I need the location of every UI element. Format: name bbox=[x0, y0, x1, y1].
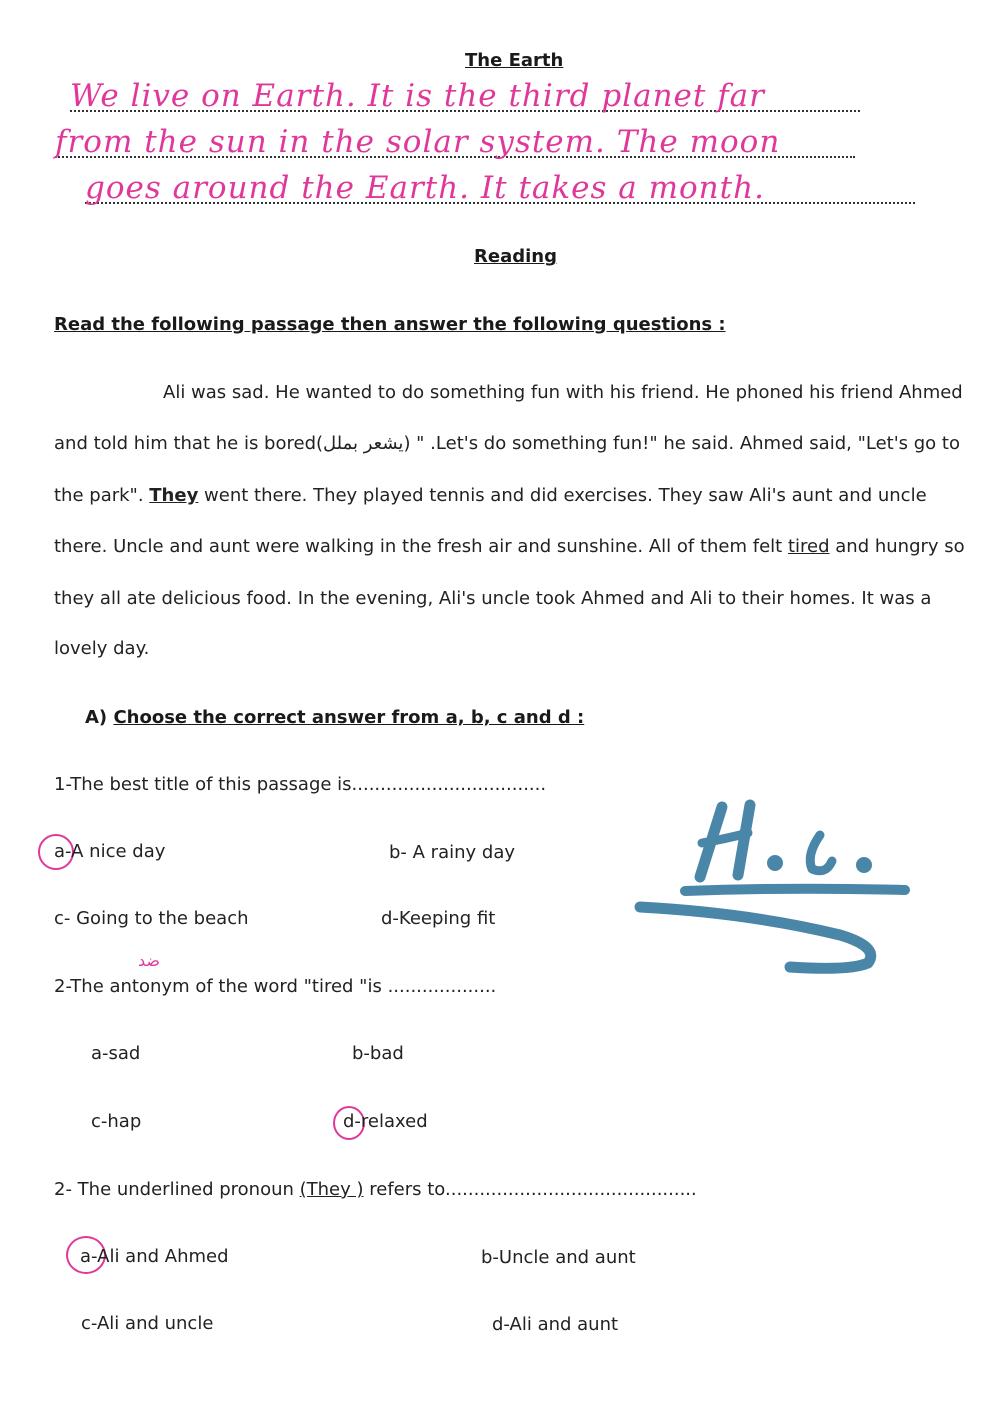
handwritten-line-3: goes around the Earth. It takes a month. bbox=[85, 170, 765, 206]
passage-line-2: and told him that he is bored(يشعر بملل) " .Let's do something fun!" he said. Ahmed said, "Let's go to bbox=[54, 433, 960, 454]
section-a-title: Choose the correct answer from a, b, c and d : bbox=[113, 707, 585, 728]
q2-option-d[interactable]: d-relaxed bbox=[343, 1111, 428, 1132]
question-3-start: 2- The underlined pronoun bbox=[54, 1179, 300, 1200]
q1-option-d[interactable]: d-Keeping fit bbox=[381, 908, 496, 929]
q3-option-c[interactable]: c-Ali and uncle bbox=[81, 1313, 214, 1334]
underlined-tired: tired bbox=[787, 536, 830, 557]
passage-line-4-start: there. Uncle and aunt were walking in the fresh air and sunshine. All of them felt bbox=[54, 536, 788, 557]
passage-line-3-end: went there. They played tennis and did exercises. They saw Ali's aunt and uncle bbox=[198, 485, 927, 506]
section-a-label: A) bbox=[85, 707, 114, 728]
passage-line-3-start: the park". bbox=[54, 485, 150, 506]
passage-line-6: lovely day. bbox=[54, 638, 150, 659]
passage-line-5: they all ate delicious food. In the evening, Ali's uncle took Ahmed and Ali to their homes. It was a bbox=[54, 588, 932, 609]
question-2: 2-The antonym of the word "tired "is ................... bbox=[54, 976, 497, 997]
question-3-underlined: (They ) bbox=[299, 1179, 364, 1200]
q2-option-b[interactable]: b-bad bbox=[352, 1043, 404, 1064]
q1-option-b[interactable]: b- A rainy day bbox=[389, 842, 515, 863]
teacher-signature bbox=[630, 795, 920, 985]
reading-heading: Reading bbox=[474, 246, 557, 267]
q1-option-a[interactable]: a-A nice day bbox=[54, 841, 166, 862]
reading-instruction: Read the following passage then answer the following questions : bbox=[54, 314, 726, 335]
q2-option-c[interactable]: c-hap bbox=[91, 1111, 142, 1132]
q3-option-a[interactable]: a-Ali and Ahmed bbox=[80, 1246, 229, 1267]
passage-line-3 bbox=[54, 485, 927, 506]
passage-line-4-end: and hungry so bbox=[829, 536, 965, 557]
section-a-heading bbox=[85, 707, 584, 728]
q1-option-c[interactable]: c- Going to the beach bbox=[54, 908, 249, 929]
page-title: The Earth bbox=[465, 50, 564, 71]
question-3-end: refers to............................................ bbox=[363, 1179, 697, 1200]
handwritten-line-1: We live on Earth. It is the third planet far bbox=[70, 78, 765, 114]
q3-option-b[interactable]: b-Uncle and aunt bbox=[481, 1247, 636, 1268]
q3-option-d[interactable]: d-Ali and aunt bbox=[492, 1314, 619, 1335]
question-3 bbox=[54, 1179, 697, 1200]
q2-option-a[interactable]: a-sad bbox=[91, 1043, 141, 1064]
passage-line-1: Ali was sad. He wanted to do something fun with his friend. He phoned his friend Ahmed bbox=[163, 382, 963, 403]
passage-line-4 bbox=[54, 536, 965, 557]
underlined-they: They bbox=[149, 485, 199, 506]
arabic-note: ضد bbox=[138, 951, 160, 970]
question-1: 1-The best title of this passage is.................................. bbox=[54, 774, 547, 795]
handwritten-line-2: from the sun in the solar system. The moon bbox=[55, 124, 781, 160]
